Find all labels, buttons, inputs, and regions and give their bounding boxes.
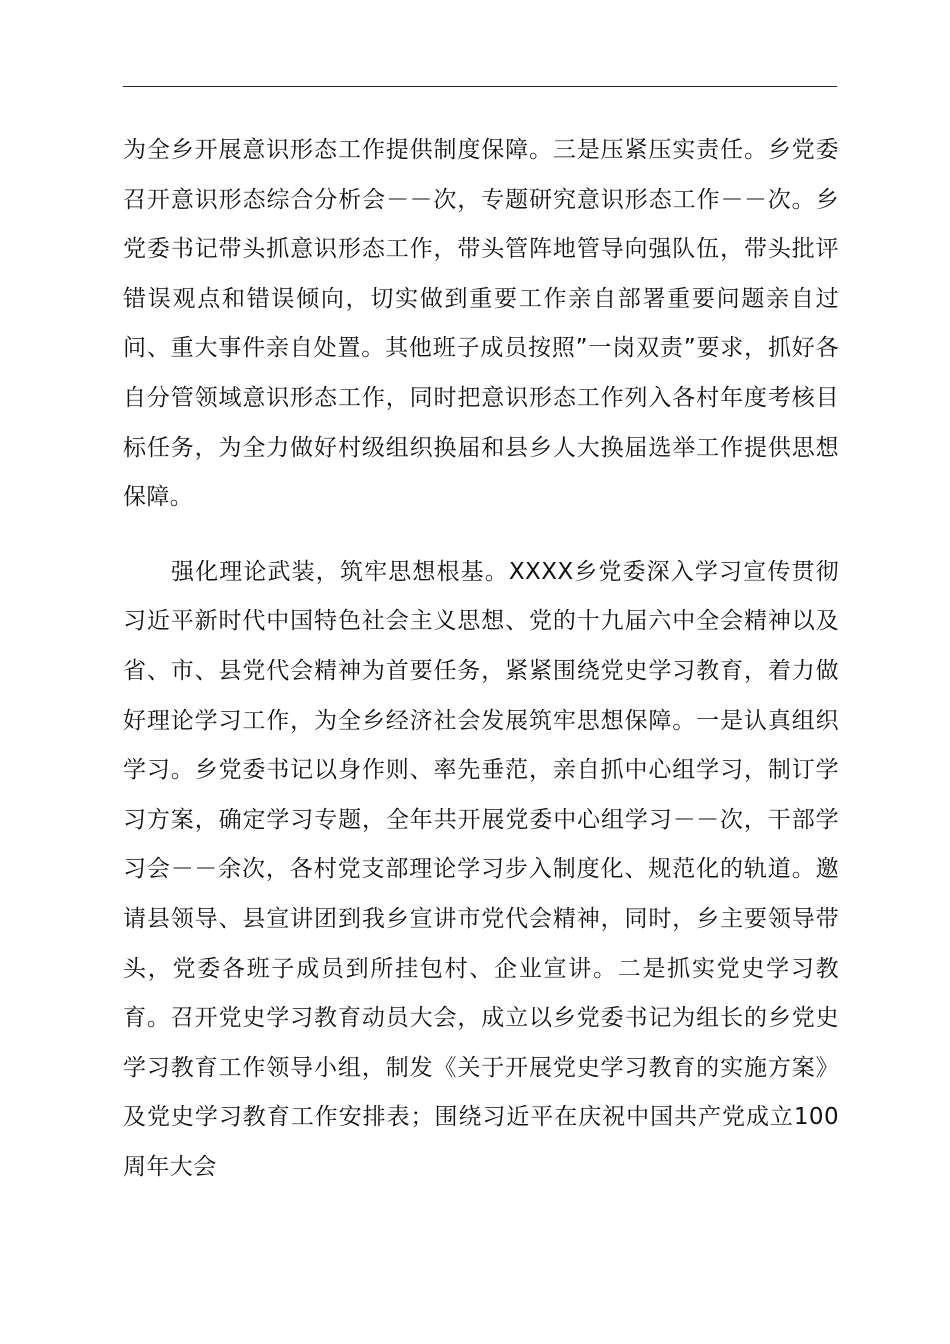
document-body xyxy=(123,126,839,1192)
paragraph-continued: 为全乡开展意识形态工作提供制度保障。三是压紧压实责任。乡党委召开意识形态综合分析会－－次，专题研究意识形态工作－－次。乡党委书记带头抓意识形态工作，带头管阵地管导向强队伍，带头批评错误观点和错误倾向，切实做到重要工作亲自部署重要问题亲自过问、重大事件亲自处置。其他班子成员按照”一岗双责”要求，抓好各自分管领域意识形态工作，同时把意识形态工作列入各村年度考核目标任务，为全力做好村级组织换届和县乡人大换届选举工作提供思想保障。 xyxy=(123,137,839,511)
paragraph-theory-study: 强化理论武装，筑牢思想根基。XXXX乡党委深入学习宣传贯彻习近平新时代中国特色社会主义思想、党的十九届六中全会精神以及省、市、县党代会精神为首要任务，紧紧围绕党史学习教育，着力做好理论学习工作，为全乡经济社会发展筑牢思想保障。一是认真组织学习。乡党委书记以身作则、率先垂范，亲自抓中心组学习，制订学习方案，确定学习专题，全年共开展党委中心组学习－－次，干部学习会－－余次，各村党支部理论学习步入制度化、规范化的轨道。邀请县领导、县宣讲团到我乡宣讲市党代会精神，同时，乡主要领导带头，党委各班子成员到所挂包村、企业宣讲。二是抓实党史学习教育。召开党史学习教育动员大会，成立以乡党委书记为组长的乡党史学习教育工作领导小组，制发《关于开展党史学习教育的实施方案》及党史学习教育工作安排表；围绕习近平在庆祝中国共产党成立100周年大会 xyxy=(123,558,839,1180)
header-rule xyxy=(123,86,837,87)
